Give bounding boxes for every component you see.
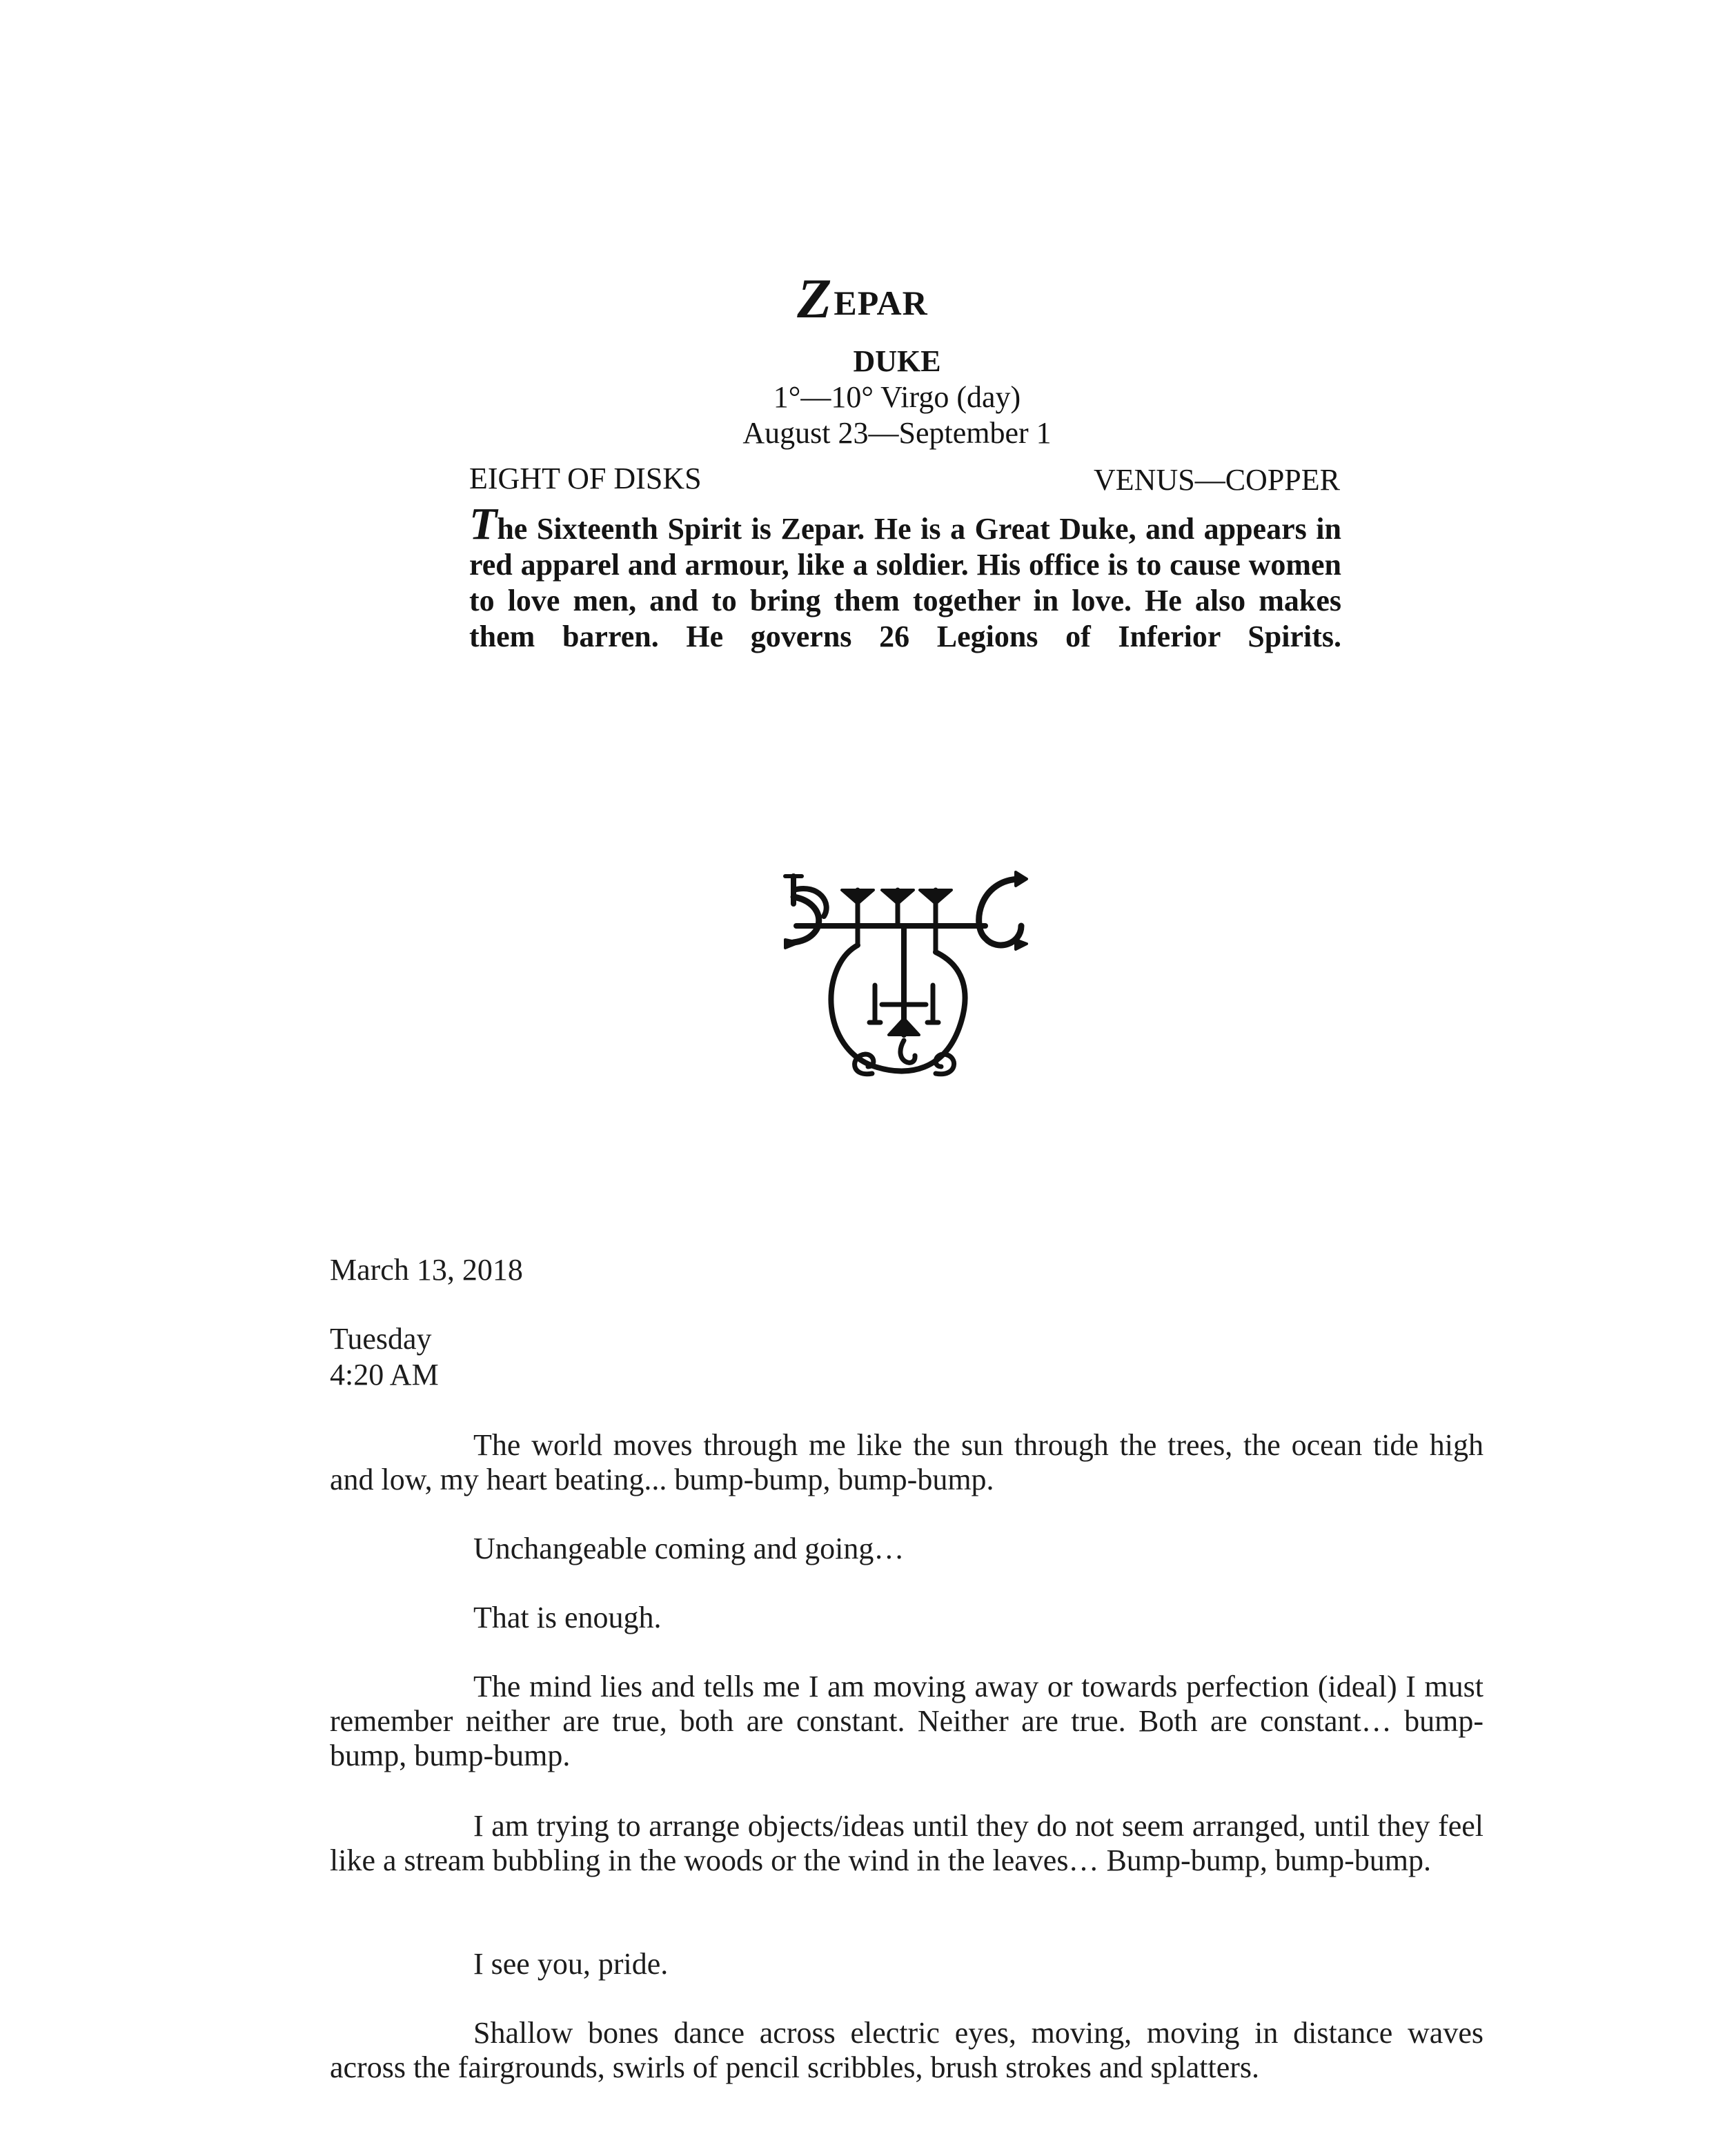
journal-time: 4:20 AM <box>330 1358 439 1392</box>
tarot-card: EIGHT OF DISKS <box>469 462 702 495</box>
journal-date: March 13, 2018 <box>330 1253 523 1287</box>
journal-weekday: Tuesday <box>330 1322 432 1356</box>
description-text: he Sixteenth Spirit is Zepar. He is a Great Duke, and appears in red apparel and armour, like a soldier. His office is to cause women to love men, and to bring them together in love. He also makes them barren. He governs 26 Legions of Inferior Spirits. <box>469 512 1341 653</box>
zepar-sigil-icon <box>778 862 1041 1097</box>
paragraph-text: Shallow bones dance across electric eyes, moving, moving in distance waves across the fairgrounds, swirls of pencil scribbles, brush strokes and splatters. <box>330 2016 1483 2084</box>
title-rest: EPAR <box>834 284 928 322</box>
journal-paragraph <box>330 2016 1483 2085</box>
journal-paragraph <box>330 1670 1483 1773</box>
journal-paragraph <box>330 1809 1483 1878</box>
spirit-description <box>469 499 1341 655</box>
spirit-title <box>0 267 1725 330</box>
paragraph-text: The world moves through me like the sun through the trees, the ocean tide high and low, my heart beating... bump-bump, bump-bump. <box>330 1428 1483 1496</box>
spirit-degrees: 1°—10° Virgo (day) <box>773 380 1021 414</box>
description-dropcap: T <box>469 499 497 549</box>
spirit-dates: August 23—September 1 <box>742 416 1052 450</box>
paragraph-text: I am trying to arrange objects/ideas until they do not seem arranged, until they feel like a stream bubbling in the woods or the wind in the leaves… Bump-bump, bump-bump. <box>330 1809 1483 1877</box>
planet-metal: VENUS—COPPER <box>1094 463 1340 497</box>
journal-paragraph: Unchangeable coming and going… <box>473 1532 905 1565</box>
journal-paragraph <box>330 1428 1483 1497</box>
title-initial: Z <box>797 267 833 330</box>
journal-paragraph: That is enough. <box>473 1601 662 1634</box>
journal-paragraph: I see you, pride. <box>473 1947 669 1981</box>
paragraph-text: The mind lies and tells me I am moving away or towards perfection (ideal) I must remember neither are true, both are constant. Neither are true. Both are constant… bump-bump, bump-bump. <box>330 1670 1483 1772</box>
spirit-rank: DUKE <box>853 344 941 378</box>
